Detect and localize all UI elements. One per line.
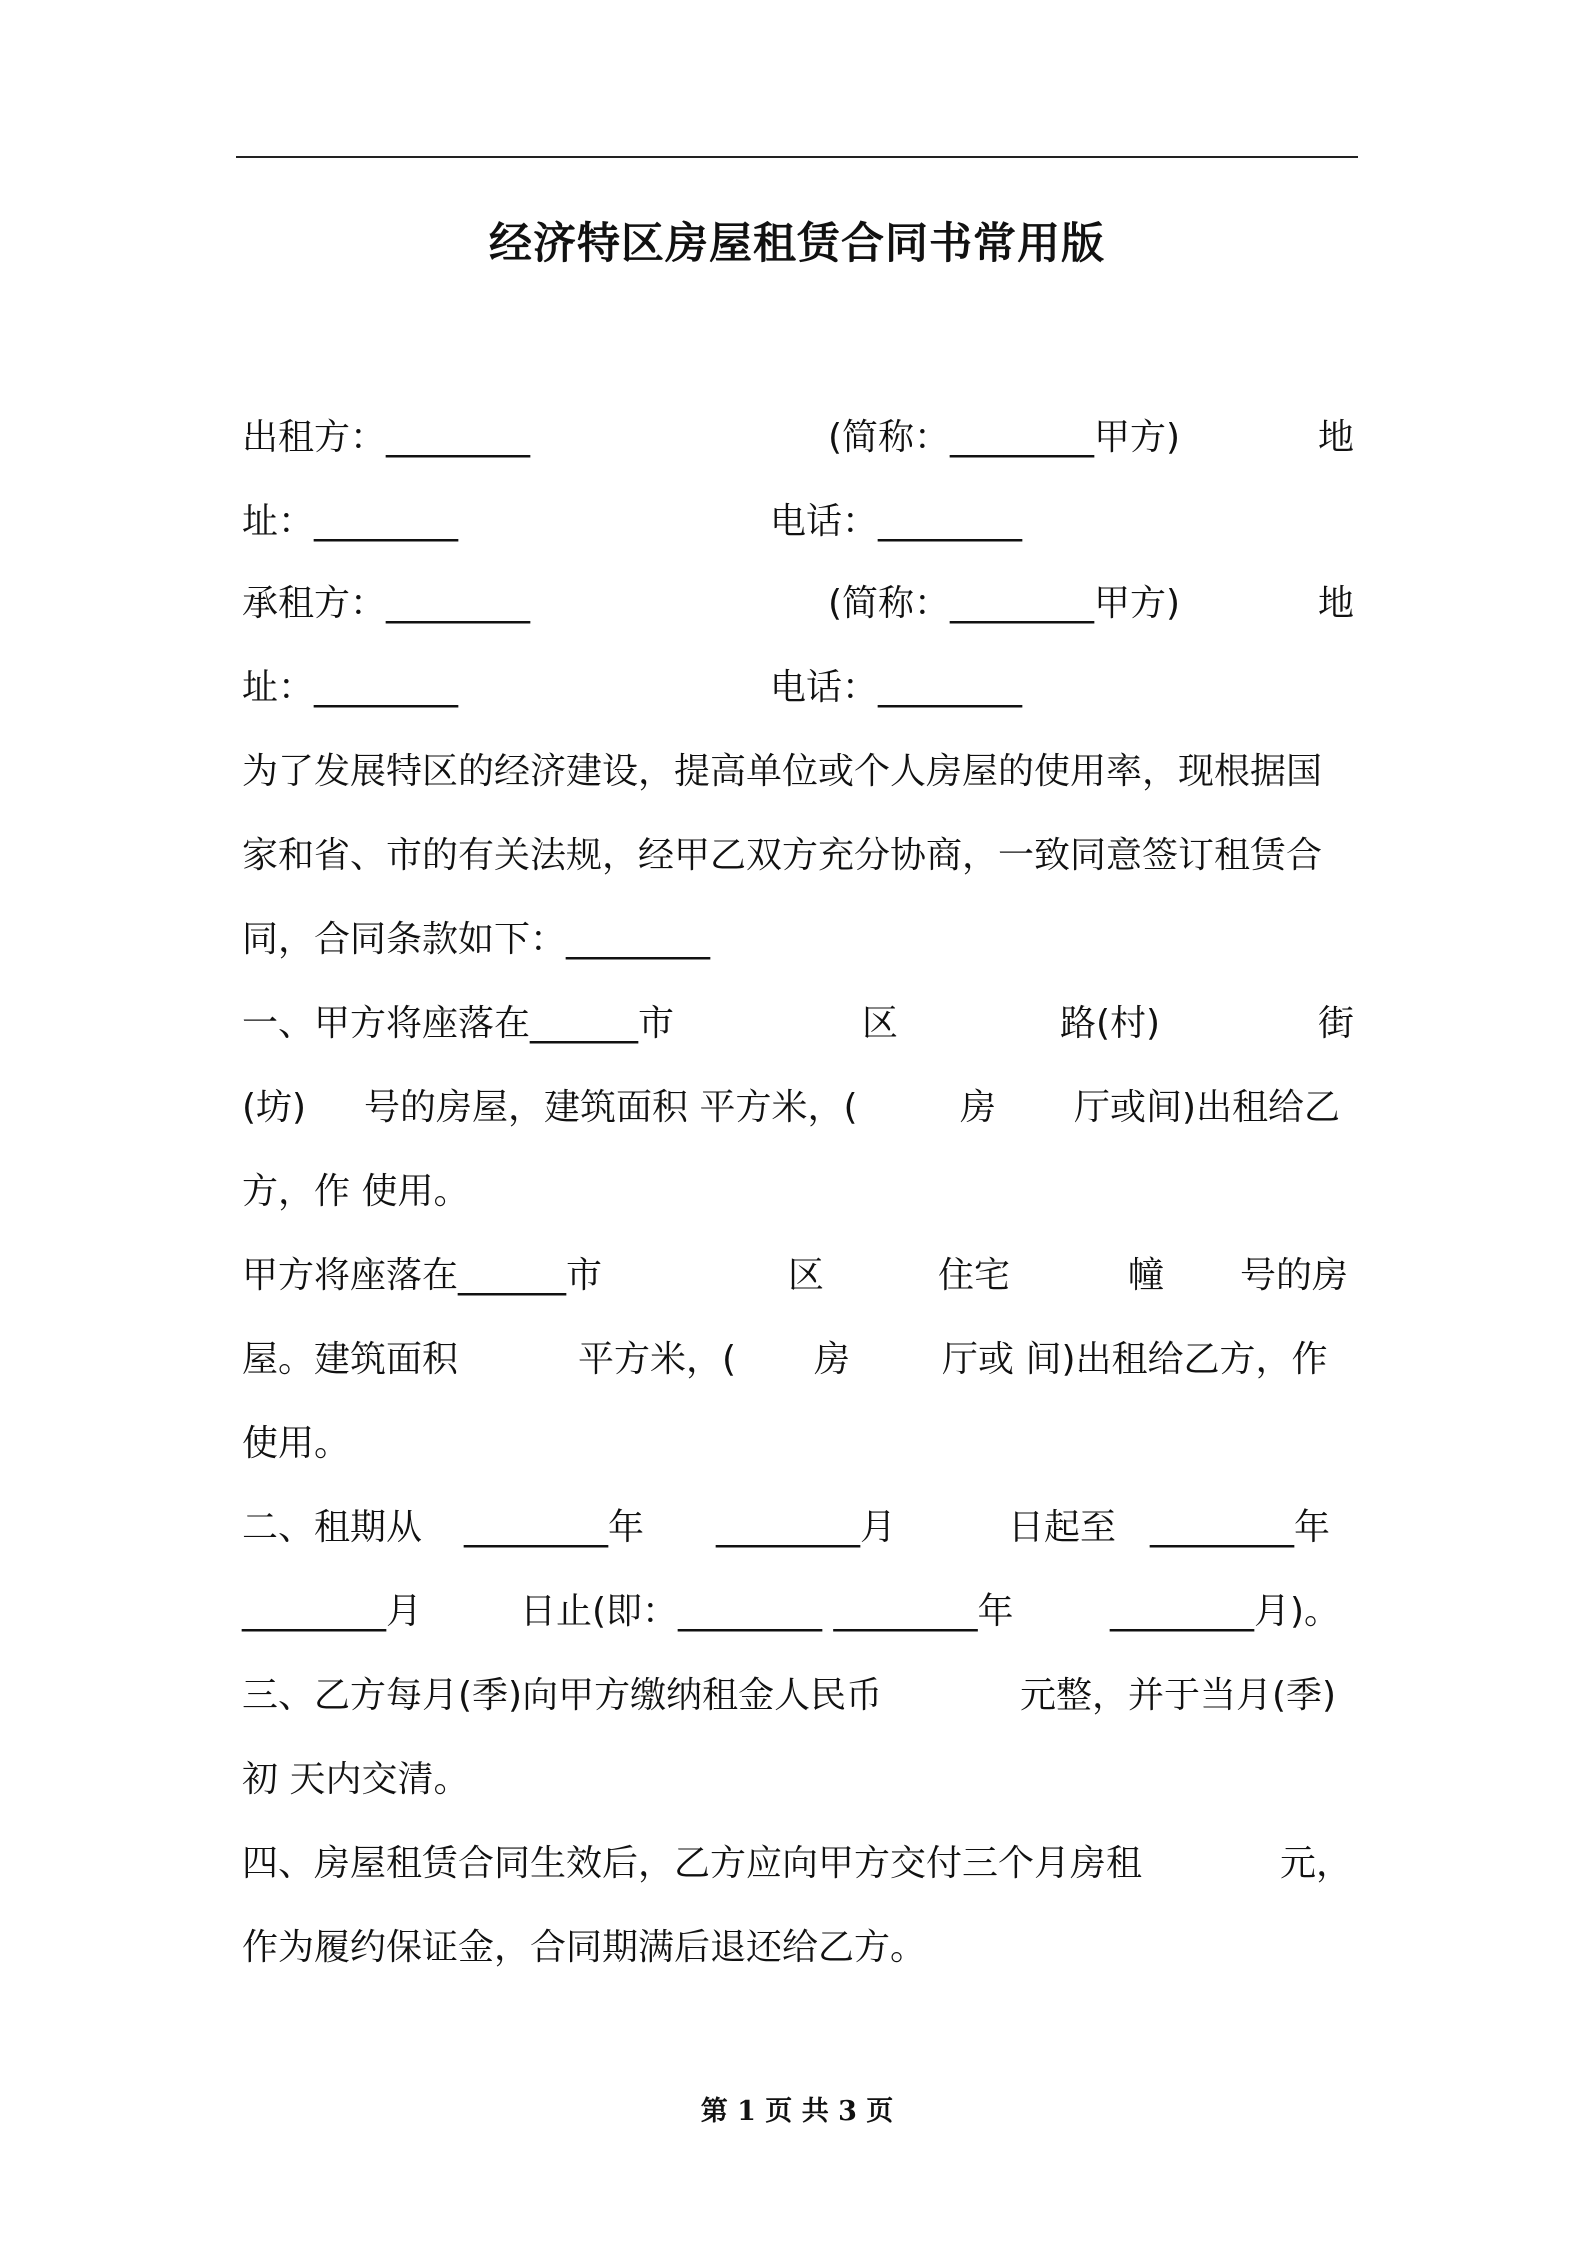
lessee-label: 承租方：________ bbox=[242, 583, 531, 624]
clause2-text: ________月 bbox=[242, 1591, 423, 1632]
header-rule bbox=[236, 156, 1358, 158]
clause1b-text: 区 bbox=[788, 1255, 825, 1296]
clause1-text: 房 bbox=[960, 1087, 997, 1128]
clause1b-line-2 bbox=[242, 1330, 1354, 1390]
clause4-text: 元， bbox=[1280, 1843, 1353, 1884]
clause1-text: 一、甲方将座落在______市 bbox=[242, 1003, 675, 1044]
clause3-line-1 bbox=[242, 1666, 1354, 1726]
clause1-line-2 bbox=[242, 1078, 1354, 1138]
clause2-text: ________月 bbox=[716, 1507, 897, 1548]
clause1-line-3: 方，作 使用。 bbox=[242, 1171, 470, 1212]
clause1-text: 街 bbox=[1318, 1003, 1355, 1044]
lessor-addr-start: 地 bbox=[1318, 417, 1355, 458]
lessor-line bbox=[242, 408, 1354, 468]
lessee-line bbox=[242, 574, 1354, 634]
clause1-text: 路(村) bbox=[1060, 1003, 1161, 1044]
preamble-line-3: 同，合同条款如下：________ bbox=[242, 919, 711, 960]
clause2-text: ________年 bbox=[1150, 1507, 1331, 1548]
clause1b-text: 甲方将座落在______市 bbox=[242, 1255, 603, 1296]
lessee-address-line bbox=[242, 658, 1354, 718]
clause1-text: 号的房屋，建筑面积 平方米，( bbox=[364, 1087, 858, 1128]
preamble-line-2: 家和省、市的有关法规，经甲乙双方充分协商，一致同意签订租赁合 bbox=[242, 835, 1323, 876]
clause2-text: 日止(即：________ ________年 bbox=[520, 1591, 1014, 1632]
lessor-phone: 电话：________ bbox=[770, 501, 1023, 542]
clause4-text: 四、房屋租赁合同生效后，乙方应向甲方交付三个月房租 bbox=[242, 1843, 1143, 1884]
lessor-label: 出租方：________ bbox=[242, 417, 531, 458]
clause1b-text: 平方米，( bbox=[578, 1339, 737, 1380]
clause1-line-1 bbox=[242, 994, 1354, 1054]
lessee-abbr: (简称：________甲方) bbox=[828, 583, 1181, 624]
preamble-line-1: 为了发展特区的经济建设，提高单位或个人房屋的使用率，现根据国 bbox=[242, 751, 1323, 792]
lessee-addr-start: 地 bbox=[1318, 583, 1355, 624]
lessee-address: 址：________ bbox=[242, 667, 459, 708]
clause1-text: (坊) bbox=[242, 1087, 307, 1128]
clause1-text: 厅或间)出租给乙 bbox=[1074, 1087, 1341, 1128]
clause4-line-2: 作为履约保证金，合同期满后退还给乙方。 bbox=[242, 1927, 927, 1968]
clause1b-text: 住宅 bbox=[938, 1255, 1011, 1296]
lessor-address-line bbox=[242, 492, 1354, 552]
document-title: 经济特区房屋租赁合同书常用版 bbox=[489, 219, 1105, 269]
clause3-line-2: 初 天内交清。 bbox=[242, 1759, 470, 1800]
clause1b-text: 厅或 间)出租给乙方，作 bbox=[942, 1339, 1328, 1380]
lessee-phone: 电话：________ bbox=[770, 667, 1023, 708]
clause2-text: 日起至 bbox=[1008, 1507, 1117, 1548]
clause2-text: 二、租期从 bbox=[242, 1507, 423, 1548]
clause2-line-2 bbox=[242, 1582, 1354, 1642]
clause2-line-1 bbox=[242, 1498, 1354, 1558]
clause1b-line-1 bbox=[242, 1246, 1354, 1306]
page-footer: 第 1 页 共 3 页 bbox=[700, 2096, 894, 2127]
clause1b-text: 房 bbox=[814, 1339, 851, 1380]
lessor-abbr: (简称：________甲方) bbox=[828, 417, 1181, 458]
clause4-line-1 bbox=[242, 1834, 1354, 1894]
clause1b-line-3: 使用。 bbox=[242, 1423, 351, 1464]
clause2-text: ________月)。 bbox=[1110, 1591, 1341, 1632]
clause3-text: 元整，并于当月(季) bbox=[1020, 1675, 1337, 1716]
clause1b-text: 号的房 bbox=[1240, 1255, 1349, 1296]
clause1-text: 区 bbox=[862, 1003, 899, 1044]
clause1b-text: 幢 bbox=[1128, 1255, 1165, 1296]
lessor-address: 址：________ bbox=[242, 501, 459, 542]
clause3-text: 三、乙方每月(季)向甲方缴纳租金人民币 bbox=[242, 1675, 883, 1716]
clause2-text: ________年 bbox=[464, 1507, 645, 1548]
clause1b-text: 屋。建筑面积 bbox=[242, 1339, 459, 1380]
